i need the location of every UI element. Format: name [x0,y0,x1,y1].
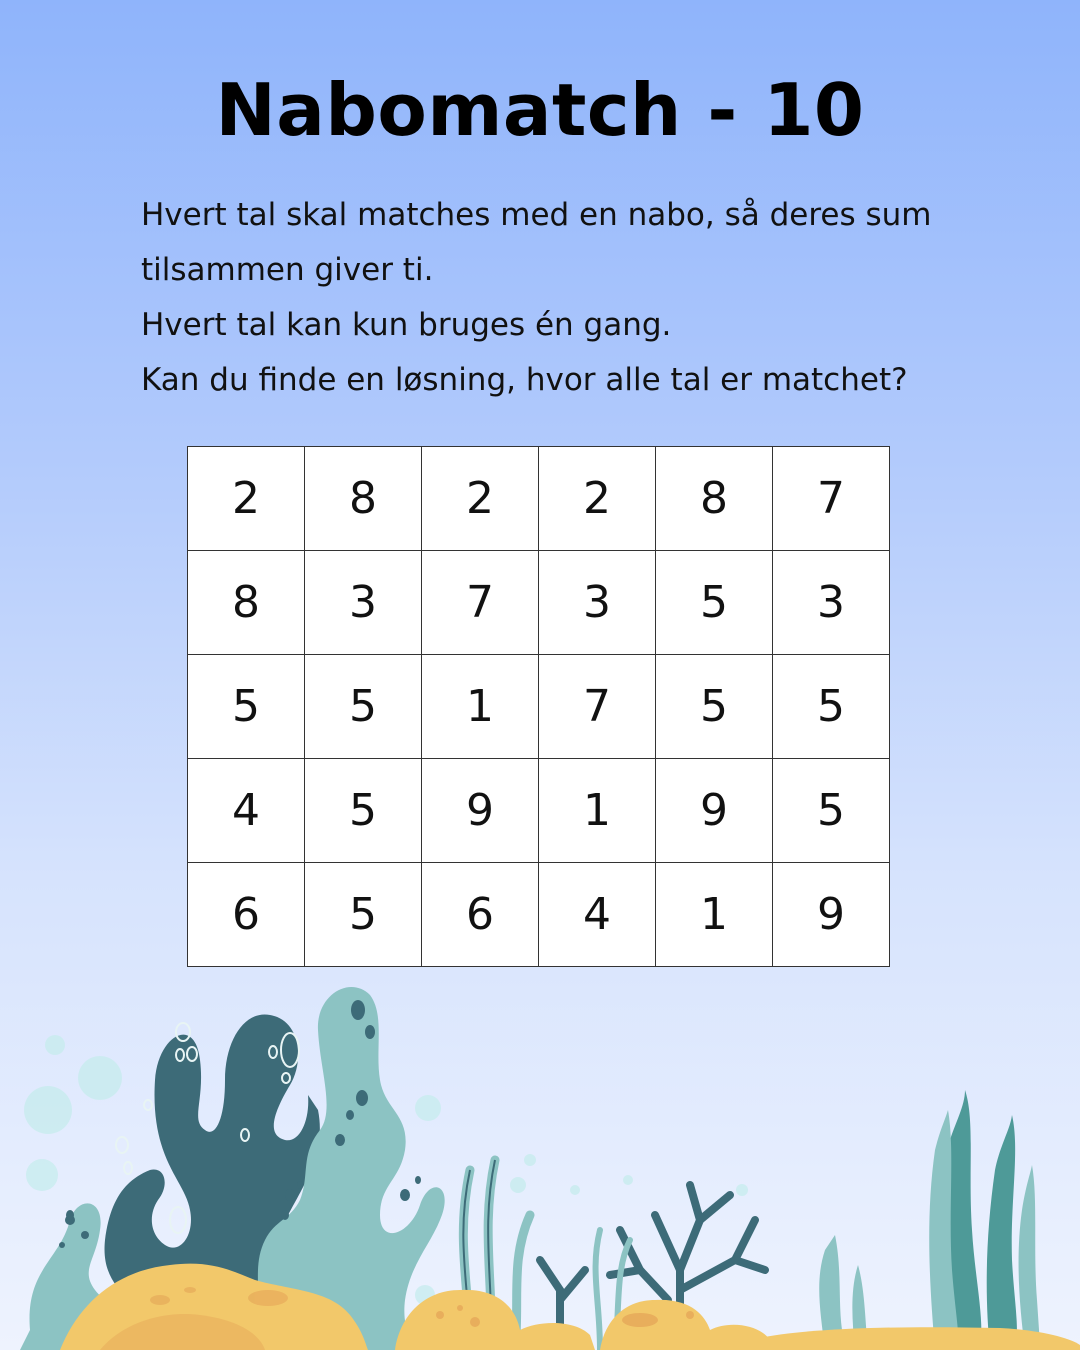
grid-cell: 2 [422,447,539,551]
grid-cell: 1 [656,863,773,967]
instructions [141,188,961,408]
instruction-line: Hvert tal skal matches med en nabo, så deres sum [141,197,932,233]
grid-cell: 2 [539,447,656,551]
grid-cell: 9 [656,759,773,863]
grid-cell: 7 [773,447,890,551]
grid-cell: 2 [188,447,305,551]
instruction-line: tilsammen giver ti. [141,252,434,288]
grid-cell: 5 [656,655,773,759]
grid-cell: 6 [422,863,539,967]
grid-cell: 5 [773,759,890,863]
grid-cell: 4 [188,759,305,863]
grid-row [188,655,890,759]
grid-cell: 3 [305,551,422,655]
grid-cell: 8 [305,447,422,551]
grid-cell: 9 [773,863,890,967]
grid-cell: 5 [305,863,422,967]
grid-row [188,863,890,967]
grid-cell: 4 [539,863,656,967]
instruction-line: Hvert tal kan kun bruges én gang. [141,307,672,343]
grid-cell: 5 [188,655,305,759]
grid-cell: 9 [422,759,539,863]
grid-cell: 1 [422,655,539,759]
grid-cell: 5 [305,759,422,863]
grid-row [188,759,890,863]
grid-cell: 7 [422,551,539,655]
grid-cell: 5 [656,551,773,655]
number-grid [187,446,890,967]
grid-cell: 7 [539,655,656,759]
grid-cell: 5 [305,655,422,759]
page-title: Nabomatch - 10 [215,68,865,152]
grid-cell: 8 [656,447,773,551]
grid-cell: 3 [773,551,890,655]
grid-cell: 5 [773,655,890,759]
grid-row [188,447,890,551]
instruction-line: Kan du finde en løsning, hvor alle tal er matchet? [141,362,908,398]
grid-cell: 8 [188,551,305,655]
underwater-seaweed-coral-illustration [0,970,1080,1350]
grid-cell: 6 [188,863,305,967]
grid-cell: 3 [539,551,656,655]
grid-cell: 1 [539,759,656,863]
grid-row [188,551,890,655]
